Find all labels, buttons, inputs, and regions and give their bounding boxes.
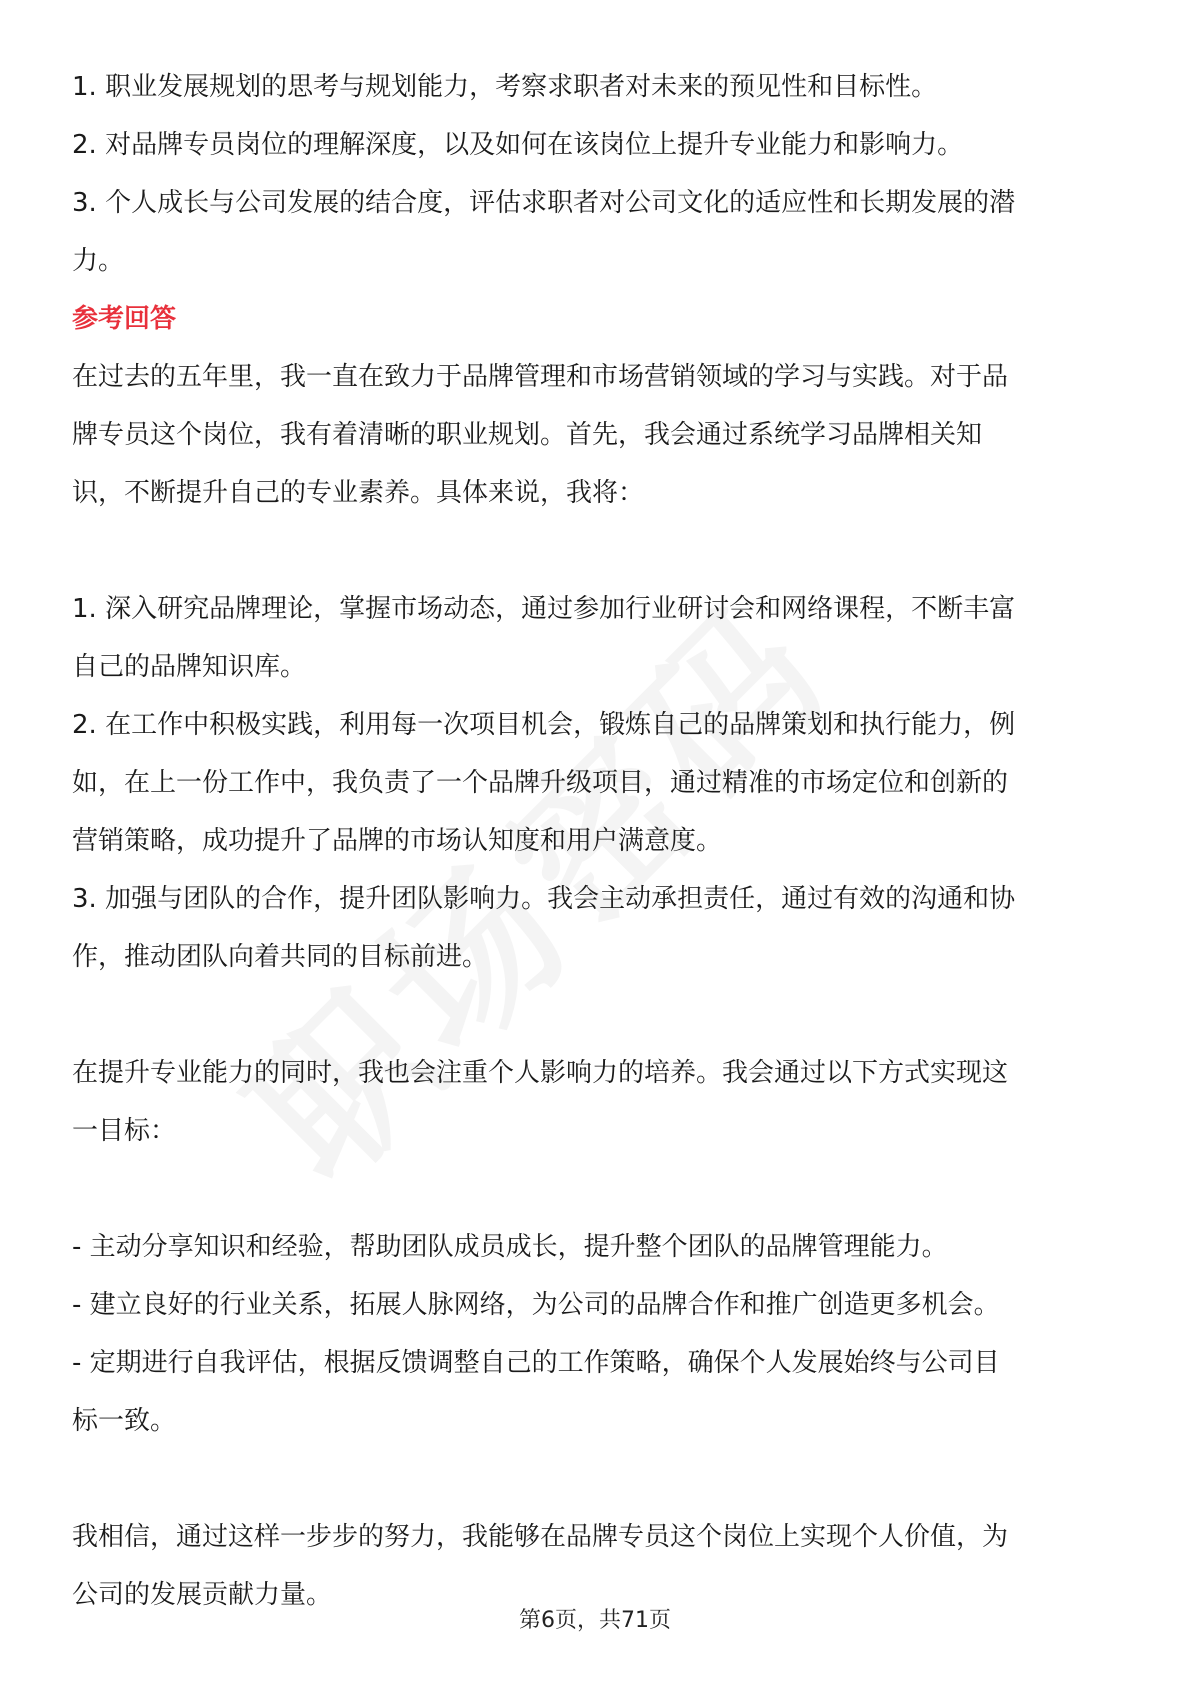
evaluation-point: 3. 个人成长与公司发展的结合度，评估求职者对公司文化的适应性和长期发展的潜 <box>72 188 1016 218</box>
paragraph-line: 在提升专业能力的同时，我也会注重个人影响力的培养。我会通过以下方式实现这 <box>72 1058 1009 1088</box>
spacer <box>72 1450 1122 1508</box>
paragraph-line: 公司的发展贡献力量。 <box>72 1580 333 1610</box>
influence-intro <box>72 1044 1122 1160</box>
paragraph-line: 识，不断提升自己的专业素养。具体来说，我将： <box>72 478 645 508</box>
paragraph-line: 牌专员这个岗位，我有着清晰的职业规划。首先，我会通过系统学习品牌相关知 <box>72 420 983 450</box>
list-item: 营销策略，成功提升了品牌的市场认知度和用户满意度。 <box>72 826 723 856</box>
list-item: - 定期进行自我评估，根据反馈调整自己的工作策略，确保个人发展始终与公司目 <box>72 1348 1000 1378</box>
paragraph-line: 在过去的五年里，我一直在致力于品牌管理和市场营销领域的学习与实践。对于品 <box>72 362 1009 392</box>
evaluation-point: 力。 <box>72 246 125 276</box>
spacer <box>72 986 1122 1044</box>
page-number: 第6页，共71页 <box>519 1608 671 1633</box>
evaluation-points <box>72 58 1122 290</box>
list-item: 自己的品牌知识库。 <box>72 652 307 682</box>
list-item: 标一致。 <box>72 1406 177 1436</box>
list-item: 作，推动团队向着共同的目标前进。 <box>72 942 489 972</box>
answer-intro <box>72 348 1122 522</box>
list-item: 如，在上一份工作中，我负责了一个品牌升级项目，通过精准的市场定位和创新的 <box>72 768 1009 798</box>
plan-list <box>72 580 1122 986</box>
evaluation-point: 2. 对品牌专员岗位的理解深度，以及如何在该岗位上提升专业能力和影响力。 <box>72 130 964 160</box>
spacer <box>72 522 1122 580</box>
answer-heading: 参考回答 <box>72 304 177 334</box>
paragraph-line: 我相信，通过这样一步步的努力，我能够在品牌专员这个岗位上实现个人价值，为 <box>72 1522 1009 1552</box>
list-item: 1. 深入研究品牌理论，掌握市场动态，通过参加行业研讨会和网络课程，不断丰富 <box>72 594 1016 624</box>
influence-list <box>72 1218 1122 1450</box>
evaluation-point: 1. 职业发展规划的思考与规划能力，考察求职者对未来的预见性和目标性。 <box>72 72 938 102</box>
document-body <box>72 58 1122 1624</box>
list-item: 2. 在工作中积极实践，利用每一次项目机会，锻炼自己的品牌策划和执行能力，例 <box>72 710 1016 740</box>
list-item: - 主动分享知识和经验，帮助团队成员成长，提升整个团队的品牌管理能力。 <box>72 1232 948 1262</box>
list-item: - 建立良好的行业关系，拓展人脉网络，为公司的品牌合作和推广创造更多机会。 <box>72 1290 1000 1320</box>
spacer <box>72 1160 1122 1218</box>
paragraph-line: 一目标： <box>72 1116 177 1146</box>
list-item: 3. 加强与团队的合作，提升团队影响力。我会主动承担责任，通过有效的沟通和协 <box>72 884 1016 914</box>
